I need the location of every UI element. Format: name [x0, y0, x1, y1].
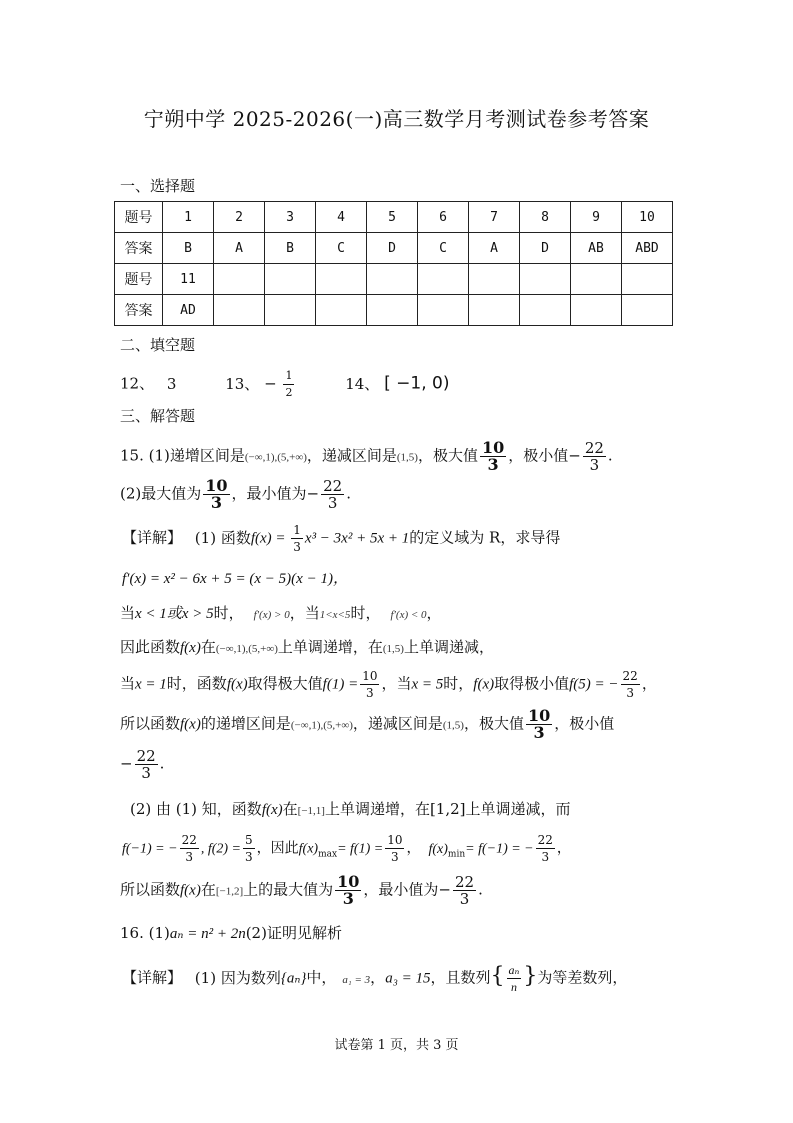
- fraction: [453, 874, 476, 907]
- right-brace: }: [523, 963, 538, 989]
- q14-answer: [ −1, 0): [384, 373, 450, 394]
- table-cell: AD: [163, 295, 214, 326]
- math-inline: (1,5): [442, 719, 464, 732]
- numerator: 22: [181, 833, 197, 847]
- table-cell: [214, 264, 265, 295]
- math-inline: a₁ = 3: [342, 973, 371, 986]
- q16-detail-line-1: [122, 962, 627, 995]
- math-inline: f(x): [473, 676, 495, 693]
- table-cell: 3: [265, 202, 316, 233]
- table-cell: [622, 264, 673, 295]
- table-cell: [367, 295, 418, 326]
- text: ，: [426, 604, 442, 622]
- table-cell: 9: [571, 202, 622, 233]
- table-cell: [316, 295, 367, 326]
- text: 16. (1): [120, 924, 170, 942]
- math-inline: f(x): [428, 841, 448, 857]
- math-inline: f′(x) > 0: [253, 609, 290, 621]
- denominator: 3: [366, 686, 374, 700]
- left-brace: {: [490, 963, 505, 989]
- table-cell: [622, 295, 673, 326]
- table-cell: A: [214, 233, 265, 264]
- numerator: 5: [245, 833, 253, 847]
- denominator: 3: [533, 723, 545, 742]
- numerator: 10: [337, 872, 360, 891]
- math-inline: f(x): [180, 640, 201, 656]
- q15-detail-line-5: [120, 668, 657, 701]
- q13-numerator: 1: [283, 368, 294, 385]
- math-inline: = f(1) =: [337, 841, 384, 857]
- math-inline: [−1,1]: [297, 805, 325, 817]
- table-cell: 答案: [115, 233, 163, 264]
- text: ，极小值−: [508, 446, 581, 465]
- numerator: 22: [584, 439, 604, 457]
- fraction: [507, 962, 522, 995]
- q15-answer-line-1: [120, 440, 613, 473]
- text: (2) 由 (1) 知，函数: [130, 800, 262, 818]
- numerator: 10: [387, 833, 403, 847]
- q13-sign: −: [264, 374, 277, 393]
- fill-answers: [120, 368, 449, 401]
- fraction: [583, 440, 606, 473]
- text: ，最小值为−: [231, 484, 320, 503]
- q13-fraction: [283, 368, 294, 401]
- math-inline: f(x): [180, 716, 201, 733]
- table-cell: 答案: [115, 295, 163, 326]
- q16-answer-line: [120, 922, 342, 943]
- answer-table: [114, 201, 673, 326]
- table-cell: 2: [214, 202, 265, 233]
- denominator: 3: [391, 850, 399, 864]
- table-cell: D: [367, 233, 418, 264]
- math-inline: (−∞,1),(5,+∞): [244, 451, 307, 464]
- math-inline: = f(−1) = −: [465, 841, 534, 857]
- text: (1) 因为数列: [194, 968, 281, 987]
- table-cell: [265, 264, 316, 295]
- text: 时，函数: [166, 674, 227, 693]
- fraction: [621, 668, 640, 701]
- text: 上单调递增，在: [324, 800, 430, 818]
- text: 时，: [213, 604, 244, 622]
- fraction: [180, 832, 199, 865]
- subscript: min: [447, 849, 466, 860]
- math-inline: x = 1: [135, 676, 167, 693]
- text: 因此函数: [120, 638, 181, 656]
- denominator: 3: [342, 889, 354, 908]
- fraction: [203, 478, 229, 511]
- q12-label: 12、: [120, 374, 155, 393]
- text: .: [346, 484, 351, 503]
- math-inline: f′(x) < 0: [390, 609, 427, 621]
- fraction: [243, 832, 255, 865]
- numerator: 22: [323, 477, 343, 495]
- math-inline: f(5) = −: [569, 676, 619, 693]
- table-cell: 7: [469, 202, 520, 233]
- table-cell: ABD: [622, 233, 673, 264]
- table-cell: [571, 264, 622, 295]
- text: 在: [282, 800, 298, 818]
- section-heading-fill: 二、填空题: [120, 336, 196, 354]
- text: 在: [200, 880, 216, 899]
- text: ，极小值: [554, 714, 615, 733]
- q15-detail-line-8: [130, 798, 571, 819]
- text: ，递减区间是: [306, 446, 397, 465]
- fraction: [135, 748, 158, 781]
- numerator: 22: [455, 873, 475, 891]
- text: 时，: [443, 674, 474, 693]
- page-footer: 试卷第 1 页，共 3 页: [334, 1038, 459, 1053]
- fraction: [360, 668, 379, 701]
- text: (2)最大值为: [120, 484, 202, 503]
- text: ，因此: [256, 840, 299, 857]
- table-cell: [316, 264, 367, 295]
- table-cell: [571, 295, 622, 326]
- table-row: [115, 233, 673, 264]
- denominator: 3: [459, 890, 470, 908]
- table-cell: 题号: [115, 264, 163, 295]
- text: 的递增区间是: [200, 714, 291, 733]
- numerator: 22: [136, 747, 156, 765]
- table-row: [115, 295, 673, 326]
- math-inline: 1<x<5: [319, 609, 351, 621]
- table-cell: B: [163, 233, 214, 264]
- table-cell: C: [418, 233, 469, 264]
- detail-label: 【详解】: [122, 528, 183, 547]
- numerator: 10: [527, 706, 551, 725]
- q14-label: 14、: [345, 374, 380, 393]
- text: ，极大值: [463, 714, 524, 733]
- math-inline: (1,5): [382, 643, 404, 655]
- table-cell: [520, 264, 571, 295]
- denominator: 3: [626, 686, 634, 700]
- text: 时，: [350, 604, 381, 622]
- text: ，: [370, 968, 386, 987]
- text: ，: [556, 840, 571, 857]
- text: .: [607, 446, 613, 465]
- text: .: [478, 880, 483, 899]
- fraction: [321, 478, 344, 511]
- numerator: 10: [205, 476, 228, 495]
- fraction: [536, 832, 555, 865]
- section-heading-choice: 一、选择题: [120, 177, 196, 195]
- numerator: 10: [362, 669, 378, 683]
- fraction: [335, 874, 361, 907]
- q13-denominator: 2: [285, 386, 293, 399]
- table-cell: C: [316, 233, 367, 264]
- table-cell: A: [469, 233, 520, 264]
- text: ，当: [289, 604, 320, 622]
- denominator: 3: [589, 456, 600, 474]
- math-inline: (−∞,1),(5,+∞): [290, 719, 353, 732]
- math-inline: , f(2) =: [200, 841, 242, 857]
- q15-answer-line-2: [120, 478, 351, 511]
- math-inline: f(x): [226, 676, 248, 693]
- table-cell: 1: [163, 202, 214, 233]
- math-inline: f(x): [298, 841, 319, 857]
- table-row: [115, 264, 673, 295]
- text: 上单调递减，: [403, 638, 494, 656]
- text: (1) 函数: [194, 528, 251, 547]
- text: ，: [406, 840, 421, 857]
- q15-derivative: f′(x) = x² − 6x + 5 = (x − 5)(x − 1)，: [122, 571, 348, 587]
- table-cell: AB: [571, 233, 622, 264]
- table-cell: [214, 295, 265, 326]
- math-inline: f(x): [261, 802, 283, 818]
- math-inline: aₙ = n² + 2n: [169, 926, 246, 942]
- denominator: 3: [541, 850, 550, 864]
- q15-detail-line-7: [120, 748, 164, 781]
- fraction: [385, 832, 404, 865]
- denominator: n: [510, 980, 517, 994]
- table-cell: 11: [163, 264, 214, 295]
- math-inline: {aₙ}: [280, 970, 307, 987]
- text: (2)证明见解析: [245, 924, 342, 942]
- math-inline: (−∞,1),(5,+∞): [215, 643, 278, 655]
- table-cell: [418, 295, 469, 326]
- math-inline: [−1,2]: [215, 885, 244, 898]
- math-inline: f(−1) = −: [122, 841, 178, 857]
- table-cell: [265, 295, 316, 326]
- text: 15. (1)递增区间是: [120, 446, 245, 465]
- text: 为等差数列，: [537, 968, 628, 987]
- table-cell: [418, 264, 469, 295]
- denominator: 3: [327, 494, 338, 512]
- text: 取得极大值: [247, 674, 323, 693]
- numerator: 22: [622, 669, 638, 683]
- table-row: [115, 202, 673, 233]
- table-cell: [520, 295, 571, 326]
- denominator: 3: [487, 455, 499, 474]
- text: 上的最大值为: [243, 880, 334, 899]
- table-cell: 8: [520, 202, 571, 233]
- table-cell: 5: [367, 202, 418, 233]
- text: 当: [120, 674, 136, 693]
- denominator: 3: [293, 540, 301, 554]
- q15-detail-line-6: [120, 708, 614, 741]
- table-cell: 10: [622, 202, 673, 233]
- q15-detail-line-1: [122, 522, 560, 555]
- text: −: [120, 754, 133, 773]
- text: 上单调递增，在: [277, 638, 383, 656]
- text: ，且数列: [430, 968, 491, 987]
- text: .: [159, 754, 165, 773]
- table-cell: D: [520, 233, 571, 264]
- math-inline: f(x): [180, 882, 201, 899]
- fraction: [291, 522, 303, 555]
- text: 中，: [306, 968, 337, 987]
- text: 当: [120, 604, 136, 622]
- text: ，极大值: [417, 446, 478, 465]
- numerator: 1: [293, 523, 301, 537]
- text: 的定义域为 R，求导得: [409, 528, 561, 547]
- text: 上单调递减，而: [465, 800, 571, 818]
- denominator: 3: [245, 850, 253, 864]
- q13-label: 13、: [225, 374, 260, 393]
- text: ，递减区间是: [352, 714, 443, 733]
- table-cell: [469, 295, 520, 326]
- math-inline: f(1) =: [322, 676, 359, 693]
- math-inline: f(x) =: [250, 530, 290, 547]
- q15-detail-line-4: [120, 636, 494, 657]
- q12-answer: 3: [166, 374, 177, 393]
- table-cell: B: [265, 233, 316, 264]
- text: 取得极小值: [494, 674, 570, 693]
- text: 所以函数: [120, 880, 181, 899]
- text: ，最小值为−: [363, 880, 451, 899]
- fraction: [480, 440, 506, 473]
- fraction: [526, 708, 552, 741]
- table-cell: 题号: [115, 202, 163, 233]
- table-cell: 6: [418, 202, 469, 233]
- denominator: 3: [210, 493, 222, 512]
- text: 在: [200, 638, 216, 656]
- numerator: 10: [481, 438, 505, 457]
- numerator: aₙ: [508, 963, 520, 977]
- math-inline: x³ − 3x² + 5x + 1: [304, 530, 410, 547]
- math-inline: x < 1或x > 5: [135, 606, 214, 622]
- math-inline: [1,2]: [429, 800, 466, 818]
- table-cell: 4: [316, 202, 367, 233]
- text: ，: [641, 674, 657, 693]
- q15-detail-line-9: [122, 832, 571, 865]
- subscript: max: [318, 849, 338, 860]
- section-heading-solve: 三、解答题: [120, 407, 196, 425]
- math-inline: x = 5: [411, 676, 444, 693]
- text: 所以函数: [120, 714, 181, 733]
- denominator: 3: [141, 764, 151, 782]
- math-inline: a₃ = 15: [385, 970, 431, 987]
- table-cell: [367, 264, 418, 295]
- numerator: 22: [537, 833, 553, 847]
- text: ，当: [381, 674, 412, 693]
- q15-detail-line-3: [120, 602, 442, 623]
- detail-label: 【详解】: [122, 968, 183, 987]
- q15-detail-line-10: [120, 874, 483, 907]
- table-cell: [469, 264, 520, 295]
- math-inline: (1,5): [396, 451, 418, 464]
- denominator: 3: [185, 850, 194, 864]
- page-title: 宁朔中学 2025-2026(一)高三数学月考测试卷参考答案: [143, 107, 650, 131]
